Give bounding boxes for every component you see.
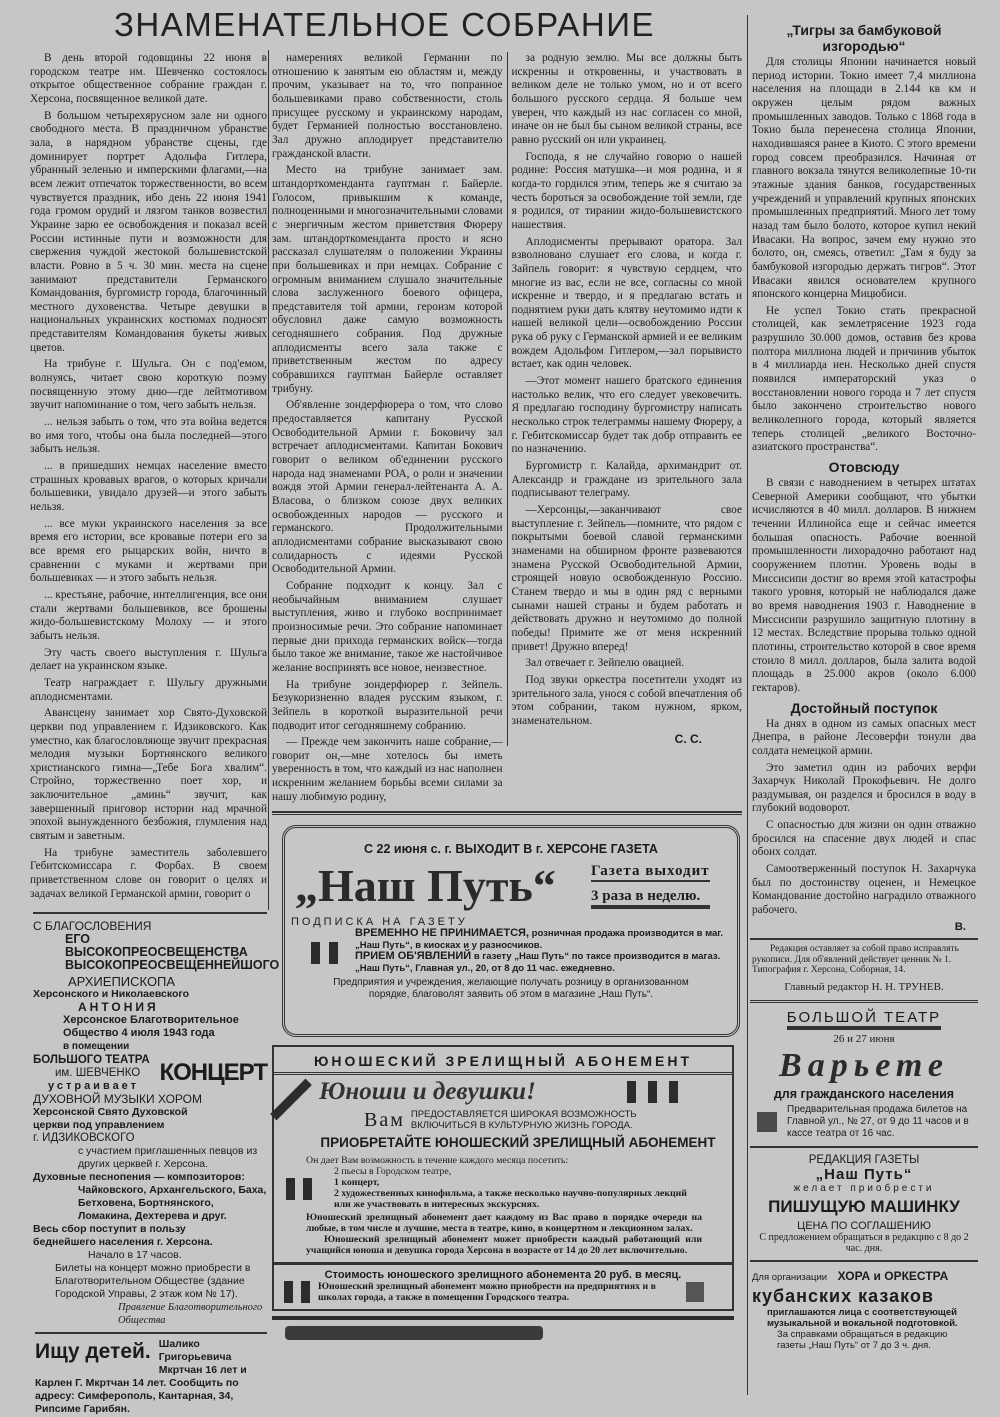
deed-title: Достойный поступок: [790, 699, 938, 716]
youth-header: ЮНОШЕСКИЙ ЗРЕЛИЩНЫЙ АБОНЕМЕНТ: [274, 1047, 732, 1075]
nash-put-orgs: Предприятия и учреждения, желающие получать розницу в организованном порядке, благоволят заявить об этом в магазине „Наш Путь“.: [333, 977, 689, 1000]
article-paragraph: Бургомистр г. Калайда, архимандрит от. Александр и граждане из зрительного зала подписывают телеграму.: [511, 460, 742, 500]
concert-line5: АНТОНИЯ: [78, 1000, 159, 1015]
article-paragraph: Зал отвечает г. Зейпелю овацией.: [525, 657, 685, 670]
concert-tickets: Билеты на концерт можно приобрести в Благотворительном Обществе (здание Городской Управы, 2 этаж ком № 17).: [55, 1262, 251, 1301]
article-signature: С. С.: [674, 731, 702, 746]
article-paragraph: Место на трибуне занимает зам. штандорткоменданта гауптман г. Байерле. Голосом, привыкшим к команде, полноценными и многозначительными словами с энергичным жестом приветствия Фюреру зам. штандорткоменданта просто и ясно рассказал слушателям о положении Украины при большевиках и при немцах. Собрание с огромным вниманием слушало значительные слова заслуженного боевого офицера, представителя той армии, героизм которой обусловил даже самую возможность сегодняшнего собрания. Под дружные аплодисменты всего зала также с приветственным жестом по адресу собравшихся гауптман Байерле оставляет трибуну.: [272, 164, 503, 395]
choir-what: ХОРА и ОРКЕСТРА: [837, 1268, 949, 1283]
article-paragraph: Под звуки оркестра посетители уходят из зрительного зала, унося с собой впечатления об этом собрании, таком нужном, ярком, знаменательном.: [511, 673, 742, 727]
column-divider: [747, 15, 748, 1395]
article-paragraph: В большом четырехярусном зале ни одного свободного места. В праздничном убранстве зала, в нарядном убранстве сцены, где доминирует портрет Адольфа Гитлера, убранный зеленью и имперскими флагами,—на всем лежит отпечаток торжественности, во всем чувствуется праздник, ибо день 22 июня 1941 года громом орудий и лязгом танков возвестил Украине зарю ее освобождения и показал всей России истинные пути и возможности для свержения чуждой жестокой большевистской власти. Ровно в 5 ч. 30 мин. места на сцене занимают представители Германского Командования, бургомистр города, благочинный местного духовенства. Четыре девушки в национальных украинских костюмах подносят представителям Командования букеты живых цветов.: [30, 109, 267, 354]
page-headline: ЗНАМЕНАТЕЛЬНОЕ СОБРАНИЕ: [113, 6, 655, 43]
right-region: [752, 20, 976, 1351]
concert-ad: [30, 919, 280, 1327]
variety-tickets: Предварительная продажа билетов на Главной ул., № 27, от 9 до 11 часов и в кассе театра от 16 час.: [787, 1103, 969, 1139]
deed-paragraph: Самоотверженный поступок Н. Захарчука был по достоинству оценен, и Немецкое Командование достойно наградило отважного рабочего.: [752, 863, 976, 917]
youth-item: 2 пьесы в Городском театре,: [334, 1166, 452, 1178]
typewriter-item: ПИШУЩУЮ МАШИНКУ: [768, 1196, 960, 1216]
article-paragraph: —Херсонцы,—заканчивают свое выступление г. Зейпель—помните, что рядом с покрытыми боевой славой германскими знаменами на обширном фронте развеваются знамена Русской Освободительной Армии, строящей новую освобожденную Россию. Станем твердо и мы в один ряд с верными сынами нашей страны и будем работать и действовать дружно и неутомимо до полной победы! Примите же от меня искренний привет! Дружно вперед!: [511, 504, 742, 653]
article-paragraph: ... все муки украинского населения за все время его истории, все кровавые потери его за все время его рыцарских войн, ничто в сравнении с муками и жертвами при большевиках — и этого забыть нельзя.: [30, 517, 267, 585]
search-ad: [30, 1338, 267, 1416]
concert-guests: с участием приглашенных певцов из других церквей г. Херсона.: [78, 1145, 258, 1171]
article-paragraph: намерениях великой Германии по отношению к занятым ею областям и, между прочим, указывает на то, что попранное большевиками право собственности, столь присущее русскому и украинскому народам, будет Германией полностью восстановлено. Зал дружно аплодирует представителю гражданской власти.: [272, 52, 503, 160]
choir-lead: Для организации: [752, 1271, 828, 1283]
nash-put-ad: [282, 825, 740, 1037]
column-divider: [268, 50, 269, 910]
article-paragraph: —Этот момент нашего братского единения настолько велик, что его следует увековечить. Я предлагаю господину бургомистру написать несколько строк телеграммы нашему Фюреру, а г. Гебитскомиссар будет так добр отправить ее по назначению.: [511, 375, 742, 456]
variety-venue: БОЛЬШОЙ ТЕАТР: [787, 1009, 941, 1030]
typewriter-contact: С предложением обращаться в редакцию с 8 до 2 час. дня.: [759, 1231, 969, 1255]
typewriter-price: ЦЕНА ПО СОГЛАШЕНИЮ: [797, 1219, 931, 1232]
article-paragraph: Господа, я не случайно говорю о нашей родине: Россия матушка—и моя родина, и я когда-то гордился этим, теперь же я считаю за честь бороться за освобождение той земли, где я родился, от тирании жидо-большевистского нашествия.: [511, 150, 742, 231]
concert-chants: Духовные песнопения — композиторов:: [33, 1171, 245, 1184]
everywhere-paragraph: В связи с наводнением в четырех штатах Северной Америки сообщают, что убытки исчисляются в 40 милл. долларов. В нижнем течении Иллинойса еще и сейчас имеется большая опасность. Рабочие военной промышленности лихорадочно работают над сооружением плотин. Уровень воды в Миссисипи достиг во время этой катастрофы такого уровня, который не наблюдался даже во время наводнения 1903 г. Наводнение в Миссисипи разрушило защитную плотину в 12 местах. Вследствие прорыва только одной плотины, строительство которой в свое время стоило 8 милл. долларов, была залита водой площадь в 25.000 акров (около 6.000 гектаров).: [752, 477, 976, 694]
article-column-3: [512, 52, 743, 729]
article-bottom-rule: [272, 811, 742, 815]
concert-line3: АРХИЕПИСКОПА: [68, 974, 176, 990]
search-text: Шалико Григорьевича Мкртчан 16 лет и Карлен Г. Мкртчан 14 лет. Сообщить по адресу: Симферополь, Кантарная, 34, Рипсиме Гарибян.: [35, 1338, 247, 1416]
youth-right: Юношеский зрелищный абонемент дает каждому из Вас право в порядке очереди на любые, в том числе и лучшие, места в театре, кино, в концертном и лекционном залах.: [306, 1212, 702, 1235]
concert-premises: в помещении: [63, 1041, 130, 1053]
youth-slogan: Юноши и девушки!: [319, 1078, 536, 1106]
article-paragraph: Эту часть своего выступления г. Шульга делает на украинском языке.: [30, 646, 267, 673]
editorial-note: Редакция оставляет за собой право исправлять рукописи. Для об'явлений действует ценник № 1. Типография г. Херсона, Соборная, 14.: [752, 944, 959, 976]
nash-put-subscription: ПОДПИСКА НА ГАЗЕТУ: [291, 916, 468, 929]
decorative-bar-icon: [686, 1282, 704, 1302]
deed-paragraph: Это заметил один из рабочих верфи Захарчук Николай Прокофьевич. Не долго раздумывая, он разделся и бросился в воду в глубокий водоворот.: [752, 761, 976, 815]
nash-put-top: С 22 июня с. г. ВЫХОДИТ В г. ХЕРСОНЕ ГАЗЕТА: [364, 842, 658, 857]
decorative-bar-icon: [311, 942, 320, 964]
tigers-paragraph: Для столицы Японии начинается новый период истории. Токио имеет 7,4 миллиона населения на площади в 2.144 кв км и окружен целым рядом важных промышленных заводов. Только с 1868 года в Токио была перенесена столица Японии, находившаяся ранее в Киото. С этого времени город совсем преобразился. Начиная от главного вокзала тянутся великолепные 10-ти этажные здания банков, государственных учреждений и управлений крупных японских промышленных предприятий. Много лет тому назад там было болото, которое купил некий Ивасаки. На вопрос, зачем ему нужно это болото, он, смеясь, ответил: „Там я буду за бамбуковой изгородью держать тигров“. Этот Ивасаки явился основателем крупного японского концерна Мицюбиси.: [752, 56, 976, 301]
concert-church: Херсонской Свято Духовской церкви под управлением: [33, 1106, 188, 1132]
concert-organizes: устраивает: [48, 1079, 140, 1092]
concert-line4: Херсонского и Николаевского: [33, 988, 190, 1001]
editorial-editor: Главный редактор Н. Н. ТРУНЕВ.: [784, 980, 944, 993]
youth-call: ПРИОБРЕТАЙТЕ ЮНОШЕСКИЙ ЗРЕЛИЩНЫЙ АБОНЕМЕНТ: [320, 1135, 716, 1151]
concert-composers: Чайковского, Архангельского, Баха, Бетховена, Бортнянского, Ломакина, Дехтерева и друг.: [78, 1184, 267, 1223]
everywhere-title: Отовсюду: [828, 459, 900, 476]
decorative-bar-icon: [329, 942, 338, 964]
left-rule-2: [35, 1332, 267, 1334]
youth-vam: Вам: [364, 1109, 405, 1132]
decorative-bar-icon: [301, 1281, 310, 1303]
concert-society: Херсонское Благотворительное Общество 4 июля 1943 года: [63, 1014, 239, 1040]
concert-line2: ВЫСОКОПРЕОСВЕЩЕННЕЙШОГО: [65, 958, 280, 973]
article-paragraph: Об'явление зондерфюрера о том, что слово предоставляется капитану Русской Освободительной Армии г. Боковичу зал встречает аплодисментами. Капитан Бокович говорит о великом об'единении русского народа над знаменами РОА, о роли и значении вождя этой Армии генерал-лейтенанта А. А. Власова, о близком союзе двух великих освобожденных народов — русского и германского. Продолжительными аплодисментами собрание высказывают свою солидарность с идеями Русской Освободительной Армии.: [272, 399, 503, 576]
article-column-1: [30, 52, 267, 904]
youth-item: 1 концерт,: [334, 1177, 380, 1189]
choir-contact: За справками обращаться в редакцию газеты „Наш Путь“ от 7 до 3 ч. дня.: [777, 1328, 948, 1351]
article-paragraph: ... в пришедших немцах население вместо страшных кровавых врагов, о которых кричали большевики, увидало друзей—и этого забыть нельзя.: [30, 460, 267, 513]
editorial-box: [752, 944, 976, 994]
concert-theatre: БОЛЬШОГО ТЕАТРА: [33, 1053, 150, 1066]
article-paragraph: На трибуне г. Шульга. Он с под'емом, волнуясь, читает свою короткую поэму посвященную этому дню—где лейтмотивом звучит напоминание о том, чего забыть нельзя.: [30, 358, 267, 412]
left-region: [30, 52, 280, 1416]
concert-conductor: г. ИДЗИКОВСКОГО: [33, 1132, 135, 1145]
youth-offer: ПРЕДОСТАВЛЯЕТСЯ ШИРОКАЯ ВОЗМОЖНОСТЬ ВКЛЮЧИТЬСЯ В КУЛЬТУРНУЮ ЖИЗНЬ ГОРОДА.: [410, 1109, 637, 1131]
nash-put-retail: розничная продажа производится в маг. „Наш Путь“, в киосках и у разносчиков.: [355, 928, 723, 951]
decorative-square-icon: [757, 1112, 777, 1132]
choir-ad: [752, 1267, 976, 1351]
nash-put-freq2: 3 раза в неделю.: [591, 888, 710, 909]
concert-choir: ДУХОВНОЙ МУЗЫКИ ХОРОМ: [33, 1092, 202, 1107]
variety-audience: для гражданского населения: [773, 1086, 955, 1101]
decorative-bar-icon: [303, 1178, 312, 1200]
search-heading: Ищу детей.: [35, 1340, 151, 1364]
concert-title: КОНЦЕРТ: [159, 1059, 267, 1087]
typewriter-ad: [752, 1154, 976, 1255]
article-paragraph: В день второй годовщины 22 июня в городском театре им. Шевченко состоялось открытое общественное собрание граждан г. Херсона, посвященное великой дате.: [30, 52, 267, 105]
tigers-paragraph: Не успел Токио стать прекрасной столицей, как землетрясение 1923 года разрушило 30.000 домов, оставив без крова полтора миллиона людей и причинив убыток в 4 миллиарда иен. Несколько дней спустя появился императорский указ о восстановлении нового города и 7 лет спустя было закончено строительство нового великолепного города, который является теперь столицей „великого Восточно-азиатского пространства“.: [752, 304, 976, 454]
concert-proceeds: Весь сбор поступит в пользу беднейшего населения г. Херсона.: [33, 1223, 213, 1249]
tigers-title: „Тигры за бамбуковой изгородью“: [786, 22, 942, 54]
decorative-bar-icon: [627, 1081, 636, 1103]
article-paragraph: На трибуне зондерфюрер г. Зейпель. Безукоризненно владея русским языком, г. Зейпель в короткой выразительной речи подводит итог сегодняшнему собранию.: [272, 678, 503, 732]
typewriter-from: РЕДАКЦИЯ ГАЗЕТЫ: [808, 1153, 920, 1166]
variety-dates: 26 и 27 июня: [833, 1032, 895, 1045]
decorative-bar-icon: [284, 1281, 293, 1303]
choir-who: кубанских казаков: [752, 1285, 934, 1306]
bottom-rule: [272, 1316, 734, 1320]
nash-put-freq1: Газета выходит: [591, 863, 710, 882]
blacked-out-bar: [285, 1326, 543, 1340]
choir-text: приглашаются лица с соответствующей музыкальной и вокальной подготовкой.: [767, 1306, 958, 1329]
left-rule: [33, 912, 267, 914]
decorative-bar-icon: [648, 1081, 657, 1103]
article-paragraph: ... нельзя забыть о том, что эта война ведется во имя того, чтобы она была последней—этого забыть нельзя.: [30, 416, 267, 456]
article-paragraph: ... крестьяне, рабочие, интеллигенция, все они стали жертвами большевиков, все брошены жидо-большевистскому Молоху — и этого забыть нельзя.: [30, 588, 267, 642]
youth-ad: [272, 1045, 734, 1311]
nash-put-not-accepted: ВРЕМЕННО НЕ ПРИНИМАЕТСЯ,: [355, 927, 530, 940]
typewriter-wants: желает приобрести: [793, 1182, 935, 1194]
youth-intro: Он дает Вам возможность в течение каждого месяца посетить:: [306, 1155, 569, 1167]
article-paragraph: Собрание подходит к концу. Зал с необычайным вниманием слушает выступления, живо и глубоко воспринимает произносимые речи. Это собрание напоминает первые дни прихода германских войск—тогда было такое же внимание, такое же настойчивое желание воспринять все новое, неизвестное.: [272, 579, 503, 674]
article-paragraph: за родную землю. Мы все должны быть искренны и откровенны, и участвовать в великом деле не только умом, но и от всего большого русского сердца. Я больше чем уверен, что каждый из нас согласен со мной, иначе он не был бы сыном великой страны, все равно русский он или украинец.: [511, 52, 742, 146]
variety-ad: [752, 1009, 976, 1140]
concert-line1: ЕГО ВЫСОКОПРЕОСВЕЩЕНСТВА: [65, 932, 248, 960]
youth-where: Юношеский зрелищный абонемент можно приобрести на предприятиях и в школах города, а также в помещении Городского театра.: [318, 1281, 656, 1304]
decorative-bar-icon: [669, 1081, 678, 1103]
youth-price: Стоимость юношеского зрелищного абонемента 20 руб. в месяц.: [324, 1269, 682, 1282]
article-paragraph: На трибуне заместитель заболевшего Гебитскомиссара г. Форбах. В своем приветственном слове он говорит о целях и задачах великой Германской армии, говорит о: [30, 846, 267, 900]
concert-theatre-name: им. ШЕВЧЕНКО: [55, 1066, 141, 1079]
deed-paragraph: С опасностью для жизни он один отважно бросился на спасение двух людей и спас обоих солдат.: [752, 819, 976, 859]
article-paragraph: Аплодисменты прерывают оратора. Зал взволновано слушает его слова, и когда г. Зайпель говорит: я чувствую сердцем, что многие из вас, если не все, согласны со мной искренне и твердо, и я предлагаю встать и поднятием руки дать клятву неутомимо идти к нашей великой цели—освобождению России рука об руку с Германской армией и ее великим вождем Адольфом Гитлером,—зал порывисто встает, как один человек.: [511, 235, 742, 371]
right-column: [752, 20, 976, 934]
typewriter-paper: „Наш Путь“: [815, 1165, 913, 1183]
nash-put-ads-text: в газету „Наш Путь“ по таксе производится в магаз. „Наш Путь“, Главная ул., 20, от 8 до 11 час. ежедневно.: [355, 951, 721, 974]
youth-who: Юношеский зрелищный абонемент может приобрести каждый работающий или учащийся юноша и девушка города Херсона в возрасте от 14 до 20 лет включительно.: [306, 1234, 702, 1257]
article-column-2: [272, 52, 507, 807]
concert-board: Правление Благотворительного Общества: [118, 1302, 263, 1327]
nash-put-ads-head: ПРИЕМ ОБ'ЯВЛЕНИЙ: [355, 950, 472, 963]
concert-blessing: С БЛАГОСЛОВЕНИЯ: [33, 919, 152, 934]
variety-show: Варьете: [779, 1046, 949, 1084]
article-paragraph: Театр награждает г. Шульгу дружными аплодисментами.: [30, 676, 267, 703]
deed-signature: В.: [954, 920, 966, 933]
nash-put-logo: „Наш Путь“: [295, 860, 556, 912]
article-paragraph: Авансцену занимает хор Свято-Духовской церкви под управлением г. Идзиковского. Как уместно, как благословляюще звучит прекрасная мелодия музыки Бортнянского великого христианского гимна—„Тебе Бога хвалим“. Стройно, торжественно поет хор, и заключительное „аминь“ звучит, как завершенный приговор истории над мрачной эпохой вынужденного безбожия, глумления над святым и заветным.: [30, 707, 267, 843]
right-rule: [750, 1146, 978, 1148]
article-paragraph: — Прежде чем закончить наше собрание,—говорит он,—мне хотелось бы иметь уверенность в том, что каждый из нас наполнен искренним желанием борьбы всеми силами за нашу любимую родину,: [272, 736, 503, 803]
right-rule: [750, 938, 978, 940]
youth-item: 2 художественных кинофильма, а также несколько научно-популярных лекций или же участвовать в интересных экскурсиях.: [334, 1188, 687, 1211]
right-rule: [750, 1000, 978, 1003]
center-region: [272, 52, 742, 1340]
right-rule: [750, 1260, 978, 1262]
decorative-bar-icon: [286, 1178, 295, 1200]
article-column-3-wrap: [507, 52, 743, 746]
deed-paragraph: На днях в одном из самых опасных мест Днепра, в районе Лесоверфи тонули два солдата немецкой армии.: [752, 717, 976, 757]
concert-start: Начало в 17 часов.: [88, 1249, 182, 1262]
